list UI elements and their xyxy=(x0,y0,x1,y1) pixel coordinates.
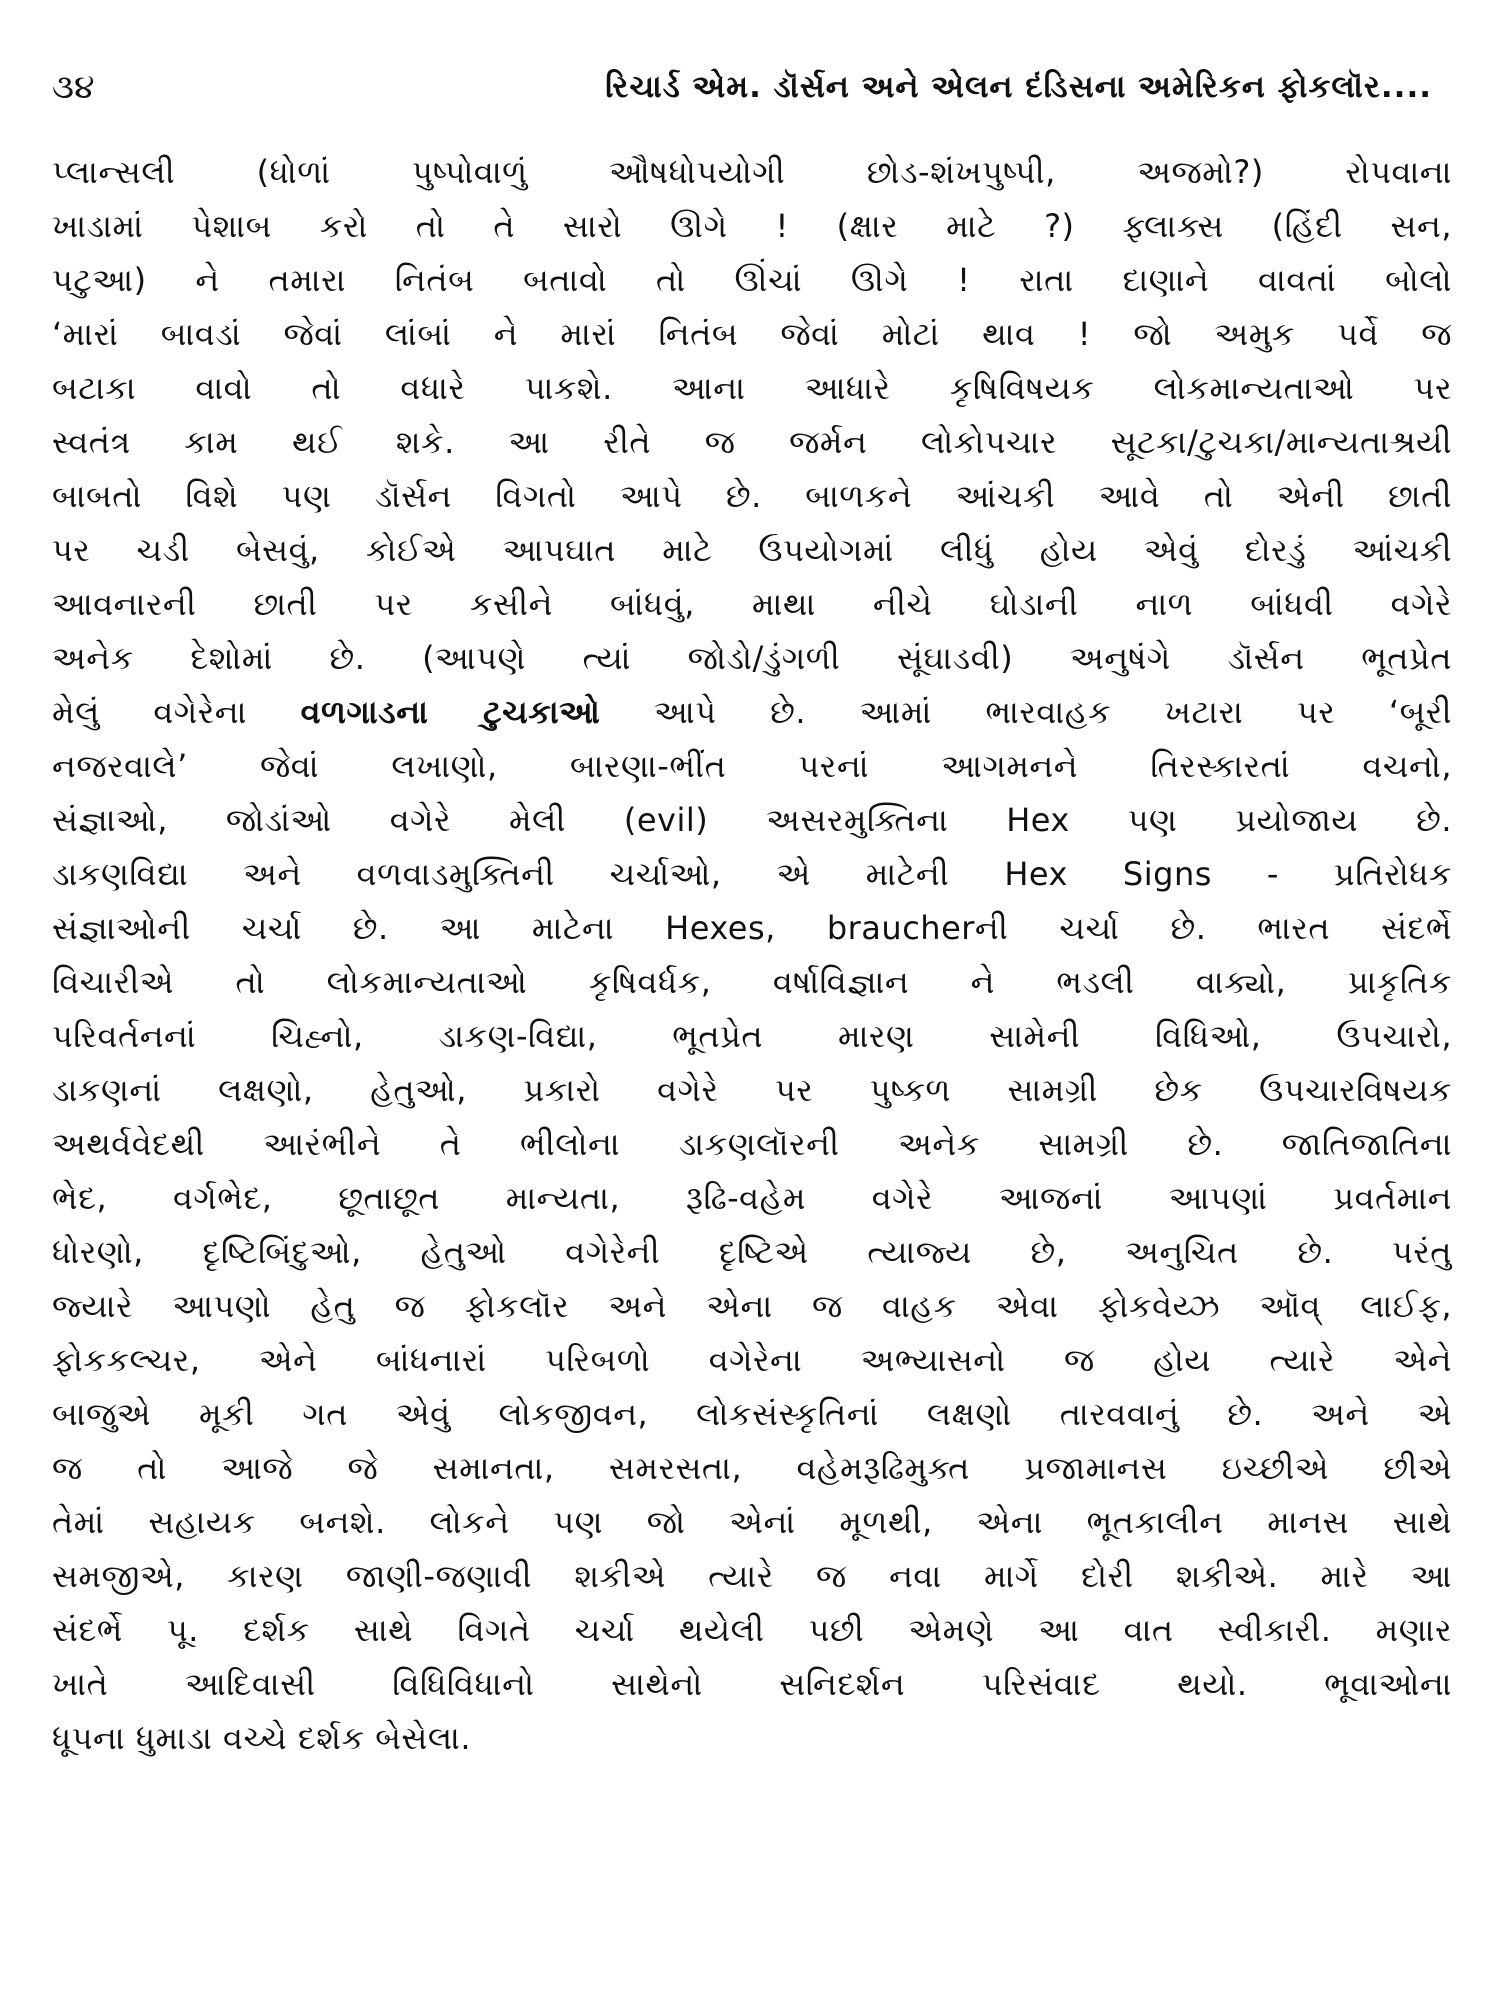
text-line: પર ચડી બેસવું, કોઈએ આપઘાત માટે ઉપયોગમાં લીધું હોય એવું દોરડું આંચકી xyxy=(52,531,1452,569)
text-line: સંજ્ઞાઓ, જોડાંઓ વગેરે મેલી (evil) અસરમુક્તિના Hex પણ પ્રયોજાય છે. xyxy=(52,801,1452,839)
text-line: ફોકકલ્ચર, એને બાંધનારાં પરિબળો વગેરેના અભ્યાસનો જ હોય ત્યારે એને xyxy=(52,1341,1452,1379)
text-line: ડાકણનાં લક્ષણો, હેતુઓ, પ્રકારો વગેરે પર પુષ્કળ સામગ્રી છેક ઉપચારવિષયક xyxy=(52,1071,1452,1109)
text-line: બાબતો વિશે પણ ડૉર્સન વિગતો આપે છે. બાળકને આંચકી આવે તો એની છાતી xyxy=(52,477,1452,515)
text-line: ધોરણો, દૃષ્ટિબિંદુઓ, હેતુઓ વગેરેની દૃષ્ટિએ ત્યાજ્ય છે, અનુચિત છે. પરંતુ xyxy=(52,1233,1452,1271)
text-line: સંજ્ઞાઓની ચર્ચા છે. આ માટેના Hexes, braucherની ચર્ચા છે. ભારત સંદર્ભે xyxy=(52,909,1452,947)
running-head xyxy=(52,62,1432,112)
page-number: ૩૪ xyxy=(52,67,95,106)
text-line: ડાકણવિદ્યા અને વળવાડમુક્તિની ચર્ચાઓ, એ માટેની Hex Signs - પ્રતિરોધક xyxy=(52,855,1452,893)
text-line: ભેદ, વર્ગભેદ, છૂતાછૂત માન્યતા, રૂઢિ-વહેમ વગેરે આજનાં આપણાં પ્રવર્તમાન xyxy=(52,1179,1452,1217)
text-line: પરિવર્તનનાં ચિહ્નો, ડાકણ-વિદ્યા, ભૂતપ્રેત મારણ સામેની વિધિઓ, ઉપચારો, xyxy=(52,1017,1452,1055)
text-line: નજરવાલે’ જેવાં લખાણો, બારણા-ભીંત પરનાં આગમનને તિરસ્કારતાં વચનો, xyxy=(52,747,1452,785)
text-line: પ્લાન્સલી (ધોળાં પુષ્પોવાળું ઔષધોપયોગી છોડ-શંખપુષ્પી, અજમો?) રોપવાના xyxy=(52,153,1452,191)
text-line: આવનારની છાતી પર કસીને બાંધવું, માથા નીચે ઘોડાની નાળ બાંધવી વગેરે xyxy=(52,585,1452,623)
text-line: તેમાં સહાયક બનશે. લોકને પણ જો એનાં મૂળથી, એના ભૂતકાલીન માનસ સાથે xyxy=(52,1503,1452,1541)
text-line: જ તો આજે જે સમાનતા, સમરસતા, વહેમરૂઢિમુક્ત પ્રજામાનસ ઇચ્છીએ છીએ xyxy=(52,1449,1452,1487)
text-line: વિચારીએ તો લોકમાન્યતાઓ કૃષિવર્ધક, વર્ષાવિજ્ઞાન ને ભડલી વાક્યો, પ્રાકૃતિક xyxy=(52,963,1452,1001)
text-segment: આપે છે. આમાં ભારવાહક ખટારા પર ‘બૂરી xyxy=(600,693,1452,731)
text-line: બટાકા વાવો તો વધારે પાકશે. આના આધારે કૃષિવિષયક લોકમાન્યતાઓ પર xyxy=(52,369,1452,407)
bold-phrase: વળગાડના ટુચકાઓ xyxy=(300,693,601,731)
running-title: રિચાર્ડ એમ. ડૉર્સન અને એલન દંડિસના અમેરિકન ફોકલૉર.... xyxy=(605,69,1432,105)
text-line-last: ધૂપના ધુમાડા વચ્ચે દર્શક બેસેલા. xyxy=(52,1719,472,1757)
text-line: જ્યારે આપણો હેતુ જ ફોકલૉર અને એના જ વાહક એવા ફોકવેય્ઝ ઑવ્ લાઈફ, xyxy=(52,1287,1452,1325)
body-text xyxy=(52,145,1452,1765)
text-line: ‘મારાં બાવડાં જેવાં લાંબાં ને મારાં નિતંબ જેવાં મોટાં થાવ ! જો અમુક પર્વે જ xyxy=(52,315,1452,353)
text-line: બાજુએ મૂકી ગત એવું લોકજીવન, લોકસંસ્કૃતિનાં લક્ષણો તારવવાનું છે. અને એ xyxy=(52,1395,1452,1433)
text-line: ખાતે આદિવાસી વિધિવિધાનો સાથેનો સનિદર્શન પરિસંવાદ થયો. ભૂવાઓના xyxy=(52,1665,1452,1703)
text-segment: મેલું વગેરેના xyxy=(52,693,301,731)
text-line: સમજીએ, કારણ જાણી-જણાવી શકીએ ત્યારે જ નવા માર્ગે દોરી શકીએ. મારે આ xyxy=(52,1557,1452,1595)
text-line: અથર્વવેદથી આરંભીને તે ભીલોના ડાકણલૉરની અનેક સામગ્રી છે. જાતિજાતિના xyxy=(52,1125,1452,1163)
text-line: સ્વતંત્ર કામ થઈ શકે. આ રીતે જ જર્મન લોકોપચાર સૂટકા/ટુચકા/માન્યતાશ્રયી xyxy=(52,423,1452,461)
text-line: અનેક દેશોમાં છે. (આપણે ત્યાં જોડો/ડુંગળી સૂંઘાડવી) અનુષંગે ડૉર્સન ભૂતપ્રેત xyxy=(52,639,1452,677)
text-line-with-bold xyxy=(52,685,1452,739)
text-line: પટુઆ) ને તમારા નિતંબ બતાવો તો ઊંચાં ઊગે ! રાતા દાણાને વાવતાં બોલો xyxy=(52,261,1452,299)
text-line: ખાડામાં પેશાબ કરો તો તે સારો ઊગે ! (ક્ષાર માટે ?) ફ્લાક્સ (હિંદી સન, xyxy=(52,207,1452,245)
text-line: સંદર્ભે પૂ. દર્શક સાથે વિગતે ચર્ચા થયેલી પછી એમણે આ વાત સ્વીકારી. મણાર xyxy=(52,1611,1452,1649)
